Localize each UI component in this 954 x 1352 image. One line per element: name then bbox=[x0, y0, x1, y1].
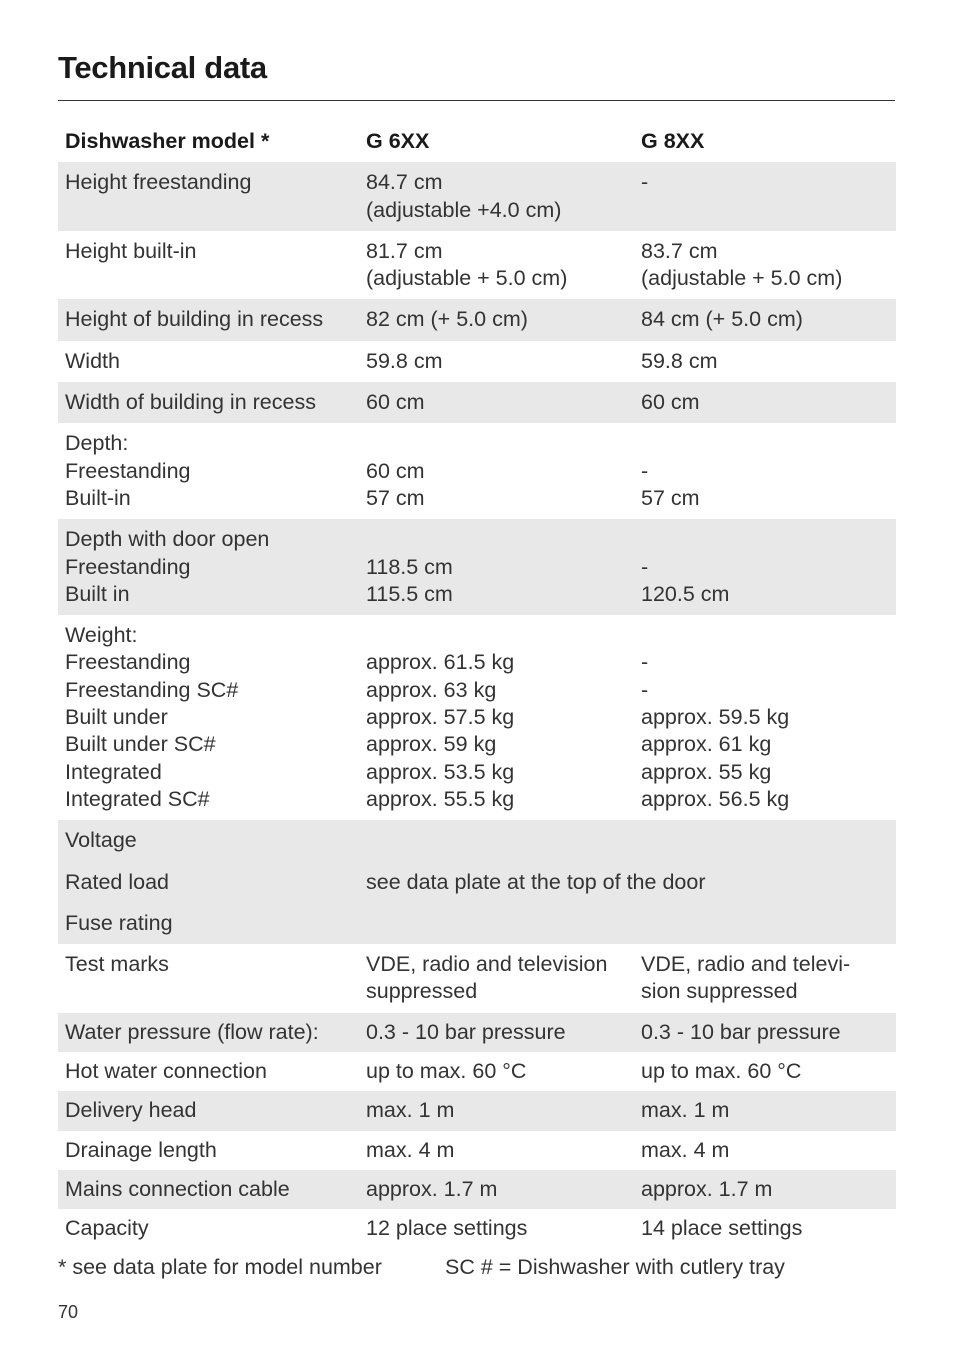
row-label: Hot water connection bbox=[65, 1059, 267, 1084]
row-label: Height built-in bbox=[65, 238, 197, 263]
row-label: Depth with door open Freestanding Built in bbox=[58, 519, 359, 615]
g8xx-value: 14 place settings bbox=[641, 1216, 803, 1241]
title-divider bbox=[58, 100, 895, 101]
row-depth-door-open bbox=[58, 519, 896, 615]
electrical-shared-value: see data plate at the top of the door bbox=[359, 820, 896, 944]
g6xx-value: 118.5 cm 115.5 cm bbox=[359, 519, 634, 615]
g6xx-value: up to max. 60 °C bbox=[366, 1059, 527, 1084]
footnote bbox=[58, 1255, 785, 1280]
g8xx-value: up to max. 60 °C bbox=[641, 1059, 802, 1084]
row-delivery-head bbox=[58, 1091, 896, 1130]
g6xx-value: 0.3 - 10 bar pressure bbox=[359, 1013, 634, 1052]
row-depth bbox=[58, 423, 896, 519]
g6xx-value: approx. 61.5 kg approx. 63 kg approx. 57.5 kg approx. 59 kg approx. 53.5 kg approx. 55.5 kg bbox=[366, 650, 515, 811]
g6xx-value: 59.8 cm bbox=[366, 348, 443, 373]
g6xx-value: approx. 1.7 m bbox=[359, 1170, 634, 1209]
g8xx-value: 83.7 cm (adjustable + 5.0 cm) bbox=[641, 238, 843, 291]
row-weight bbox=[58, 615, 896, 820]
row-label: Width of building in recess bbox=[58, 382, 359, 423]
g8xx-value: 0.3 - 10 bar pressure bbox=[634, 1013, 896, 1052]
row-label: Depth: Freestanding Built-in bbox=[65, 431, 191, 510]
footnote-model-number: * see data plate for model number bbox=[58, 1255, 382, 1279]
row-height-builtin bbox=[58, 231, 896, 300]
row-hot-water bbox=[58, 1052, 896, 1091]
row-label: Width bbox=[65, 348, 120, 373]
row-label: Fuse rating bbox=[58, 903, 359, 944]
row-width-recess bbox=[58, 382, 896, 423]
row-label: Voltage bbox=[58, 820, 359, 861]
page-title: Technical data bbox=[58, 50, 267, 85]
g6xx-value: max. 4 m bbox=[366, 1137, 455, 1162]
row-width bbox=[58, 341, 896, 382]
row-label: Delivery head bbox=[58, 1091, 359, 1130]
g8xx-value: - - approx. 59.5 kg approx. 61 kg approx. 55 kg approx. 56.5 kg bbox=[641, 650, 790, 811]
row-test-marks bbox=[58, 944, 896, 1013]
row-label: Mains connection cable bbox=[58, 1170, 359, 1209]
row-height-freestanding bbox=[58, 162, 896, 231]
g8xx-value: - 57 cm bbox=[641, 458, 700, 510]
row-label: Weight: Freestanding Freestanding SC# Built under Built under SC# Integrated Integrated SC# bbox=[65, 623, 239, 811]
row-height-recess bbox=[58, 299, 896, 340]
row-voltage bbox=[58, 820, 896, 861]
technical-data-table bbox=[58, 121, 896, 1249]
row-label: Drainage length bbox=[65, 1137, 217, 1162]
footnote-sc-legend: SC # = Dishwasher with cutlery tray bbox=[445, 1255, 785, 1279]
g6xx-value: 82 cm (+ 5.0 cm) bbox=[359, 299, 634, 340]
g8xx-value: - bbox=[634, 162, 896, 231]
g6xx-value: VDE, radio and television suppressed bbox=[366, 952, 608, 1004]
g8xx-value: approx. 1.7 m bbox=[634, 1170, 896, 1209]
g6xx-value: max. 1 m bbox=[359, 1091, 634, 1130]
g6xx-value: 60 cm 57 cm bbox=[366, 458, 425, 510]
g8xx-value: 60 cm bbox=[634, 382, 896, 423]
g8xx-value: VDE, radio and televi- sion suppressed bbox=[641, 952, 851, 1004]
row-label: Height freestanding bbox=[58, 162, 359, 231]
row-label: Height of building in recess bbox=[58, 299, 359, 340]
page-number: 70 bbox=[58, 1302, 79, 1322]
header-g6xx: G 6XX bbox=[366, 129, 430, 153]
row-drainage-length bbox=[58, 1131, 896, 1170]
row-label: Capacity bbox=[65, 1216, 149, 1241]
g6xx-value: 60 cm bbox=[359, 382, 634, 423]
row-water-pressure bbox=[58, 1013, 896, 1052]
row-capacity bbox=[58, 1209, 896, 1248]
row-label: Water pressure (flow rate): bbox=[58, 1013, 359, 1052]
g6xx-value: 81.7 cm (adjustable + 5.0 cm) bbox=[366, 238, 568, 291]
row-mains-cable bbox=[58, 1170, 896, 1209]
table-header-row bbox=[58, 121, 896, 162]
row-label: Rated load bbox=[58, 862, 359, 903]
g8xx-value: 84 cm (+ 5.0 cm) bbox=[634, 299, 896, 340]
g6xx-value: 84.7 cm (adjustable +4.0 cm) bbox=[359, 162, 634, 231]
g8xx-value: 59.8 cm bbox=[641, 348, 718, 373]
g8xx-value: - 120.5 cm bbox=[634, 519, 896, 615]
header-model: Dishwasher model * bbox=[65, 129, 270, 153]
g8xx-value: max. 4 m bbox=[641, 1137, 730, 1162]
g8xx-value: max. 1 m bbox=[634, 1091, 896, 1130]
header-g8xx: G 8XX bbox=[641, 129, 705, 153]
row-label: Test marks bbox=[65, 952, 169, 977]
g6xx-value: 12 place settings bbox=[366, 1216, 528, 1241]
